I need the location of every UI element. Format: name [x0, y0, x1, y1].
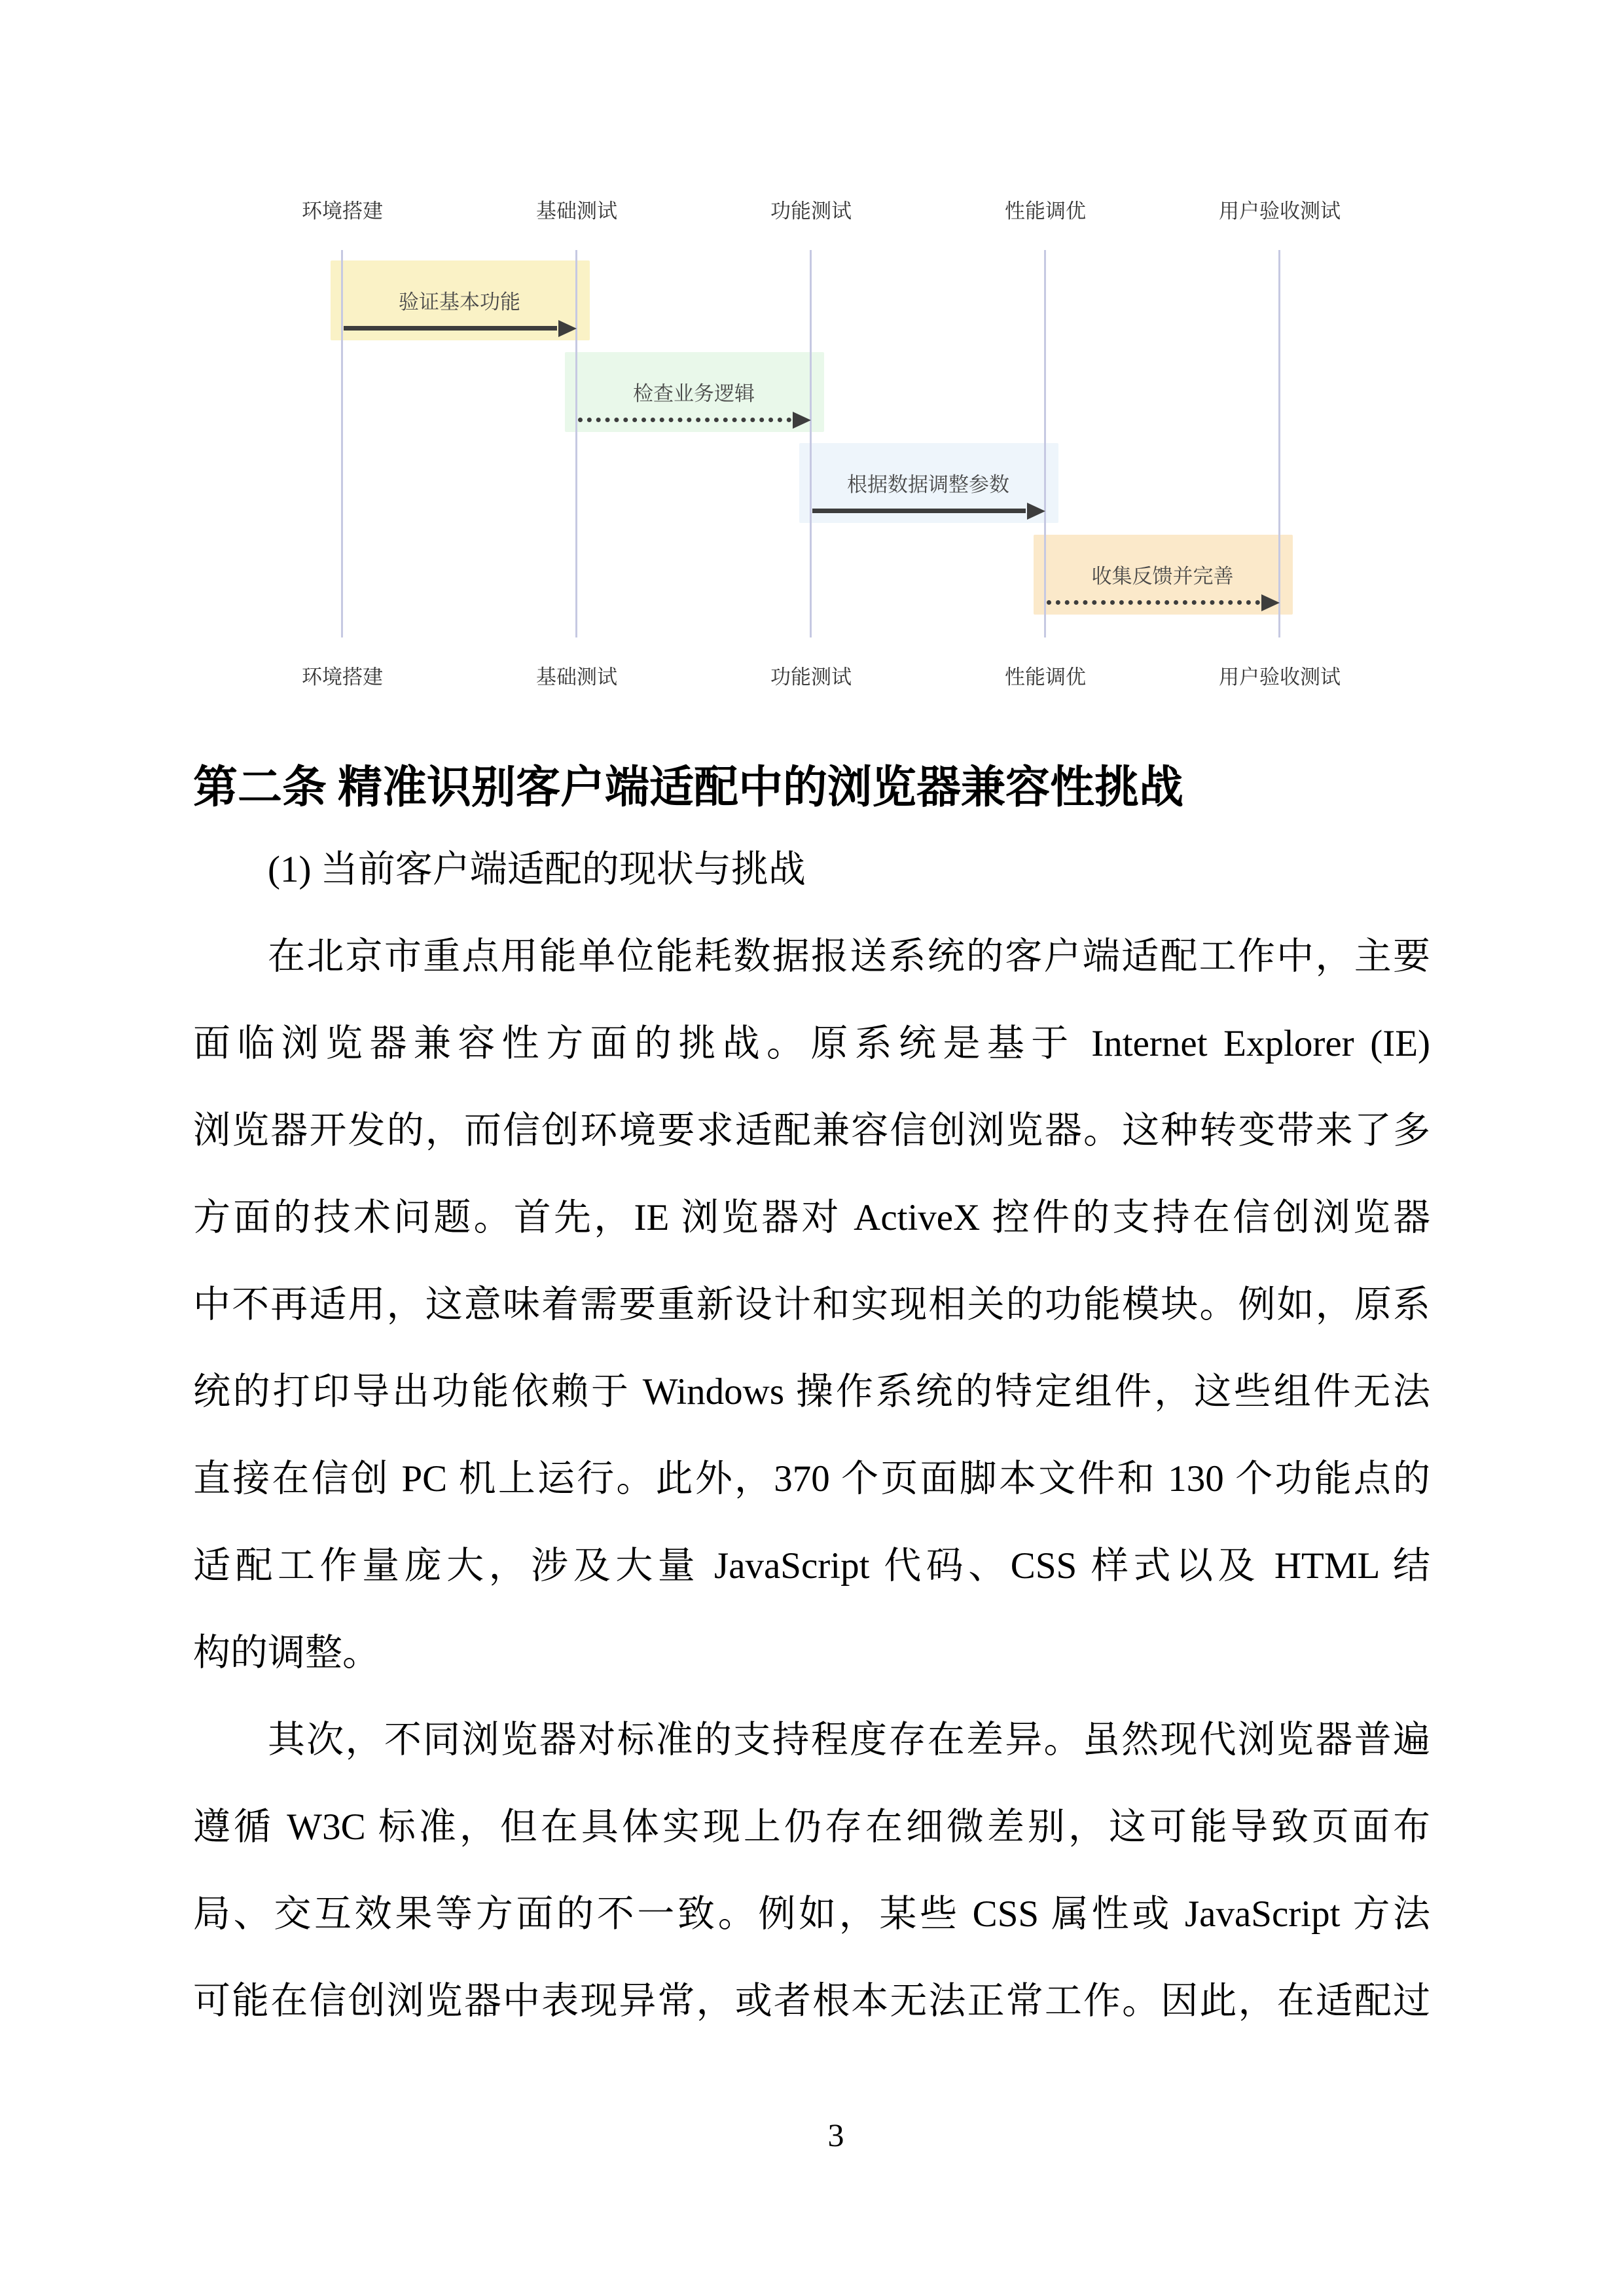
- lifeline-label-top: 基础测试: [536, 200, 617, 223]
- text-line: 适配工作量庞大，涉及大量 JavaScript 代码、CSS 样式以及 HTML 结: [193, 1545, 1430, 1587]
- lifeline-label-top: 功能测试: [770, 200, 852, 223]
- arrow-head-icon: [1261, 594, 1280, 611]
- subsection-heading: (1) 当前客户端适配的现状与挑战: [268, 849, 806, 890]
- message-label: 收集反馈并完善: [1091, 565, 1234, 588]
- arrow-head-icon: [558, 320, 577, 337]
- message-label: 检查业务逻辑: [633, 382, 755, 405]
- lifeline-label-bottom: 性能调优: [1005, 666, 1086, 689]
- text-line: 构的调整。: [193, 1632, 380, 1674]
- lifeline-label-top: 用户验收测试: [1219, 200, 1341, 223]
- page-number: 3: [827, 2117, 844, 2153]
- lifeline: [575, 250, 577, 637]
- sequence-diagram: [0, 0, 1624, 726]
- message-arrow: [812, 509, 1026, 513]
- message-arrow: [1047, 600, 1260, 605]
- lifeline-label-top: 性能调优: [1005, 200, 1086, 223]
- text-line: 可能在信创浏览器中表现异常，或者根本无法正常工作。因此，在适配过: [193, 1981, 1430, 2022]
- message-label: 验证基本功能: [399, 291, 520, 314]
- message-arrow: [344, 326, 557, 331]
- section-heading: 第二条 精准识别客户端适配中的浏览器兼容性挑战: [193, 762, 1184, 812]
- text-line: 中不再适用，这意味着需要重新设计和实现相关的功能模块。例如，原系: [193, 1284, 1430, 1325]
- text-line: 统的打印导出功能依赖于 Windows 操作系统的特定组件，这些组件无法: [193, 1371, 1430, 1412]
- lifeline: [810, 250, 812, 637]
- lifeline: [1278, 250, 1280, 637]
- lifeline-label-bottom: 环境搭建: [302, 666, 383, 689]
- lifeline-label-bottom: 基础测试: [536, 666, 617, 689]
- text-line: 直接在信创 PC 机上运行。此外，370 个页面脚本文件和 130 个功能点的: [193, 1458, 1430, 1499]
- arrow-head-icon: [793, 412, 811, 429]
- text-line: 局、交互效果等方面的不一致。例如，某些 CSS 属性或 JavaScript 方法: [193, 1893, 1430, 1935]
- text-line: 面临浏览器兼容性方面的挑战。原系统是基于 Internet Explorer (IE): [193, 1023, 1430, 1064]
- text-line: 浏览器开发的，而信创环境要求适配兼容信创浏览器。这种转变带来了多: [193, 1110, 1430, 1151]
- message-label: 根据数据调整参数: [847, 473, 1009, 496]
- text-line: 遵循 W3C 标准，但在具体实现上仍存在细微差别，这可能导致页面布: [193, 1806, 1430, 1848]
- arrow-head-icon: [1027, 503, 1045, 520]
- lifeline-label-bottom: 功能测试: [770, 666, 852, 689]
- lifeline-label-top: 环境搭建: [302, 200, 383, 223]
- text-line: 在北京市重点用能单位能耗数据报送系统的客户端适配工作中，主要: [268, 936, 1430, 977]
- text-line: 方面的技术问题。首先，IE 浏览器对 ActiveX 控件的支持在信创浏览器: [193, 1197, 1430, 1238]
- lifeline: [1044, 250, 1046, 637]
- body-text: [193, 826, 1430, 2045]
- message-arrow: [578, 418, 791, 422]
- lifeline-label-bottom: 用户验收测试: [1219, 666, 1341, 689]
- lifeline: [341, 250, 343, 637]
- text-line: 其次，不同浏览器对标准的支持程度存在差异。虽然现代浏览器普遍: [268, 1719, 1430, 1761]
